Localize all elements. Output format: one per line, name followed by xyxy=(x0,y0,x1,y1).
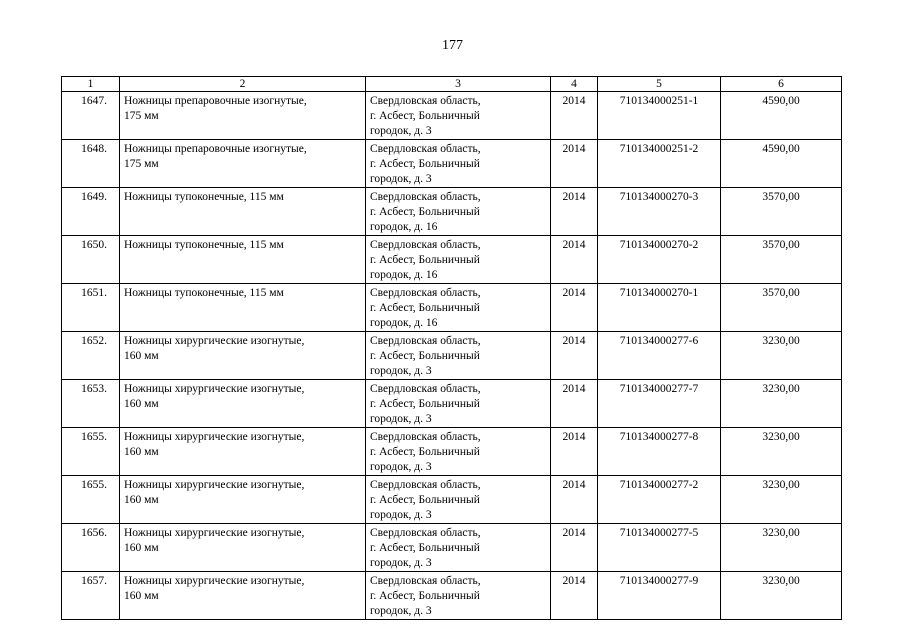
page-number: 177 xyxy=(442,38,463,53)
row-number: 1656. xyxy=(62,524,120,572)
item-address-line: г. Асбест, Больничный xyxy=(370,254,480,266)
inventory-number: 710134000251-1 xyxy=(598,92,721,140)
item-name-line: Ножницы хирургические изогнутые, xyxy=(124,335,305,347)
item-name-line: Ножницы хирургические изогнутые, xyxy=(124,575,305,587)
item-address xyxy=(366,572,551,620)
item-year: 2014 xyxy=(551,428,598,476)
item-price: 3570,00 xyxy=(721,284,842,332)
item-name xyxy=(120,92,366,140)
row-number: 1649. xyxy=(62,188,120,236)
item-address-line: г. Асбест, Больничный xyxy=(370,494,480,506)
row-number: 1652. xyxy=(62,332,120,380)
table-row xyxy=(62,140,842,188)
item-address-line: городок, д. 3 xyxy=(370,509,432,521)
item-address-line: Свердловская область, xyxy=(370,479,481,491)
table-row xyxy=(62,428,842,476)
item-name-line: Ножницы хирургические изогнутые, xyxy=(124,383,305,395)
item-address-line: Свердловская область, xyxy=(370,95,481,107)
item-address xyxy=(366,428,551,476)
item-address-line: г. Асбест, Больничный xyxy=(370,398,480,410)
row-number: 1647. xyxy=(62,92,120,140)
item-name xyxy=(120,428,366,476)
item-name-line: 160 мм xyxy=(124,446,159,458)
item-address-line: Свердловская область, xyxy=(370,287,481,299)
item-name xyxy=(120,284,366,332)
item-name-line: Ножницы препаровочные изогнутые, xyxy=(124,143,307,155)
header-col-2: 2 xyxy=(120,77,366,92)
table-body xyxy=(62,92,842,620)
item-name-line: Ножницы тупоконечные, 115 мм xyxy=(124,287,284,299)
item-address-line: Свердловская область, xyxy=(370,143,481,155)
item-name-line: 160 мм xyxy=(124,350,159,362)
item-address xyxy=(366,284,551,332)
item-name xyxy=(120,476,366,524)
item-name xyxy=(120,332,366,380)
item-address xyxy=(366,236,551,284)
item-name-line: 175 мм xyxy=(124,110,159,122)
table-row xyxy=(62,188,842,236)
inventory-number: 710134000277-9 xyxy=(598,572,721,620)
item-address-line: г. Асбест, Больничный xyxy=(370,446,480,458)
item-address-line: городок, д. 3 xyxy=(370,173,432,185)
item-address xyxy=(366,380,551,428)
item-address xyxy=(366,476,551,524)
item-name-line: Ножницы хирургические изогнутые, xyxy=(124,431,305,443)
inventory-number: 710134000270-1 xyxy=(598,284,721,332)
table-row xyxy=(62,332,842,380)
table-row xyxy=(62,380,842,428)
inventory-number: 710134000277-8 xyxy=(598,428,721,476)
item-address-line: городок, д. 3 xyxy=(370,365,432,377)
inventory-number: 710134000277-7 xyxy=(598,380,721,428)
item-year: 2014 xyxy=(551,140,598,188)
item-year: 2014 xyxy=(551,476,598,524)
item-name-line: 160 мм xyxy=(124,494,159,506)
header-col-1: 1 xyxy=(62,77,120,92)
item-price: 3230,00 xyxy=(721,428,842,476)
item-address-line: г. Асбест, Больничный xyxy=(370,590,480,602)
header-col-5: 5 xyxy=(598,77,721,92)
item-name-line: Ножницы хирургические изогнутые, xyxy=(124,479,305,491)
item-price: 3230,00 xyxy=(721,572,842,620)
row-number: 1650. xyxy=(62,236,120,284)
item-address-line: городок, д. 16 xyxy=(370,269,438,281)
item-price: 3230,00 xyxy=(721,476,842,524)
row-number: 1655. xyxy=(62,428,120,476)
item-address-line: городок, д. 3 xyxy=(370,125,432,137)
table-row xyxy=(62,476,842,524)
item-address-line: Свердловская область, xyxy=(370,239,481,251)
item-name-line: 160 мм xyxy=(124,542,159,554)
item-name xyxy=(120,380,366,428)
item-address-line: Свердловская область, xyxy=(370,191,481,203)
item-address-line: г. Асбест, Больничный xyxy=(370,302,480,314)
item-address-line: городок, д. 16 xyxy=(370,221,438,233)
row-number: 1651. xyxy=(62,284,120,332)
item-address-line: городок, д. 3 xyxy=(370,605,432,617)
item-price: 3570,00 xyxy=(721,236,842,284)
item-year: 2014 xyxy=(551,284,598,332)
row-number: 1653. xyxy=(62,380,120,428)
item-address xyxy=(366,524,551,572)
item-address-line: г. Асбест, Больничный xyxy=(370,110,480,122)
table-row xyxy=(62,284,842,332)
item-price: 3570,00 xyxy=(721,188,842,236)
item-address-line: городок, д. 3 xyxy=(370,557,432,569)
inventory-number: 710134000270-2 xyxy=(598,236,721,284)
item-name xyxy=(120,188,366,236)
property-register-table xyxy=(61,76,842,620)
item-address xyxy=(366,188,551,236)
row-number: 1655. xyxy=(62,476,120,524)
item-name-line: Ножницы тупоконечные, 115 мм xyxy=(124,239,284,251)
item-year: 2014 xyxy=(551,380,598,428)
item-year: 2014 xyxy=(551,188,598,236)
item-address-line: Свердловская область, xyxy=(370,383,481,395)
header-col-4: 4 xyxy=(551,77,598,92)
item-name-line: 175 мм xyxy=(124,158,159,170)
item-year: 2014 xyxy=(551,332,598,380)
item-address-line: Свердловская область, xyxy=(370,575,481,587)
item-address-line: г. Асбест, Больничный xyxy=(370,542,480,554)
header-col-6: 6 xyxy=(721,77,842,92)
table-header xyxy=(62,77,842,92)
item-address-line: г. Асбест, Больничный xyxy=(370,206,480,218)
item-address-line: городок, д. 3 xyxy=(370,413,432,425)
item-address-line: Свердловская область, xyxy=(370,335,481,347)
row-number: 1657. xyxy=(62,572,120,620)
inventory-number: 710134000270-3 xyxy=(598,188,721,236)
item-address-line: городок, д. 16 xyxy=(370,317,438,329)
item-year: 2014 xyxy=(551,524,598,572)
item-name-line: Ножницы препаровочные изогнутые, xyxy=(124,95,307,107)
item-year: 2014 xyxy=(551,92,598,140)
item-name-line: 160 мм xyxy=(124,398,159,410)
item-price: 3230,00 xyxy=(721,380,842,428)
item-year: 2014 xyxy=(551,236,598,284)
item-address-line: городок, д. 3 xyxy=(370,461,432,473)
inventory-number: 710134000277-5 xyxy=(598,524,721,572)
item-name xyxy=(120,236,366,284)
item-address xyxy=(366,92,551,140)
row-number: 1648. xyxy=(62,140,120,188)
header-row xyxy=(62,77,842,92)
item-price: 4590,00 xyxy=(721,92,842,140)
item-price: 3230,00 xyxy=(721,332,842,380)
item-name xyxy=(120,572,366,620)
item-address-line: г. Асбест, Больничный xyxy=(370,350,480,362)
item-address xyxy=(366,140,551,188)
item-name xyxy=(120,140,366,188)
item-name-line: 160 мм xyxy=(124,590,159,602)
table-row xyxy=(62,236,842,284)
header-col-3: 3 xyxy=(366,77,551,92)
item-name xyxy=(120,524,366,572)
item-address-line: Свердловская область, xyxy=(370,527,481,539)
item-name-line: Ножницы тупоконечные, 115 мм xyxy=(124,191,284,203)
table-row xyxy=(62,92,842,140)
item-year: 2014 xyxy=(551,572,598,620)
table-row xyxy=(62,572,842,620)
item-price: 3230,00 xyxy=(721,524,842,572)
inventory-number: 710134000277-6 xyxy=(598,332,721,380)
item-price: 4590,00 xyxy=(721,140,842,188)
item-address xyxy=(366,332,551,380)
item-address-line: Свердловская область, xyxy=(370,431,481,443)
inventory-number: 710134000251-2 xyxy=(598,140,721,188)
inventory-number: 710134000277-2 xyxy=(598,476,721,524)
item-name-line: Ножницы хирургические изогнутые, xyxy=(124,527,305,539)
item-address-line: г. Асбест, Больничный xyxy=(370,158,480,170)
table-row xyxy=(62,524,842,572)
